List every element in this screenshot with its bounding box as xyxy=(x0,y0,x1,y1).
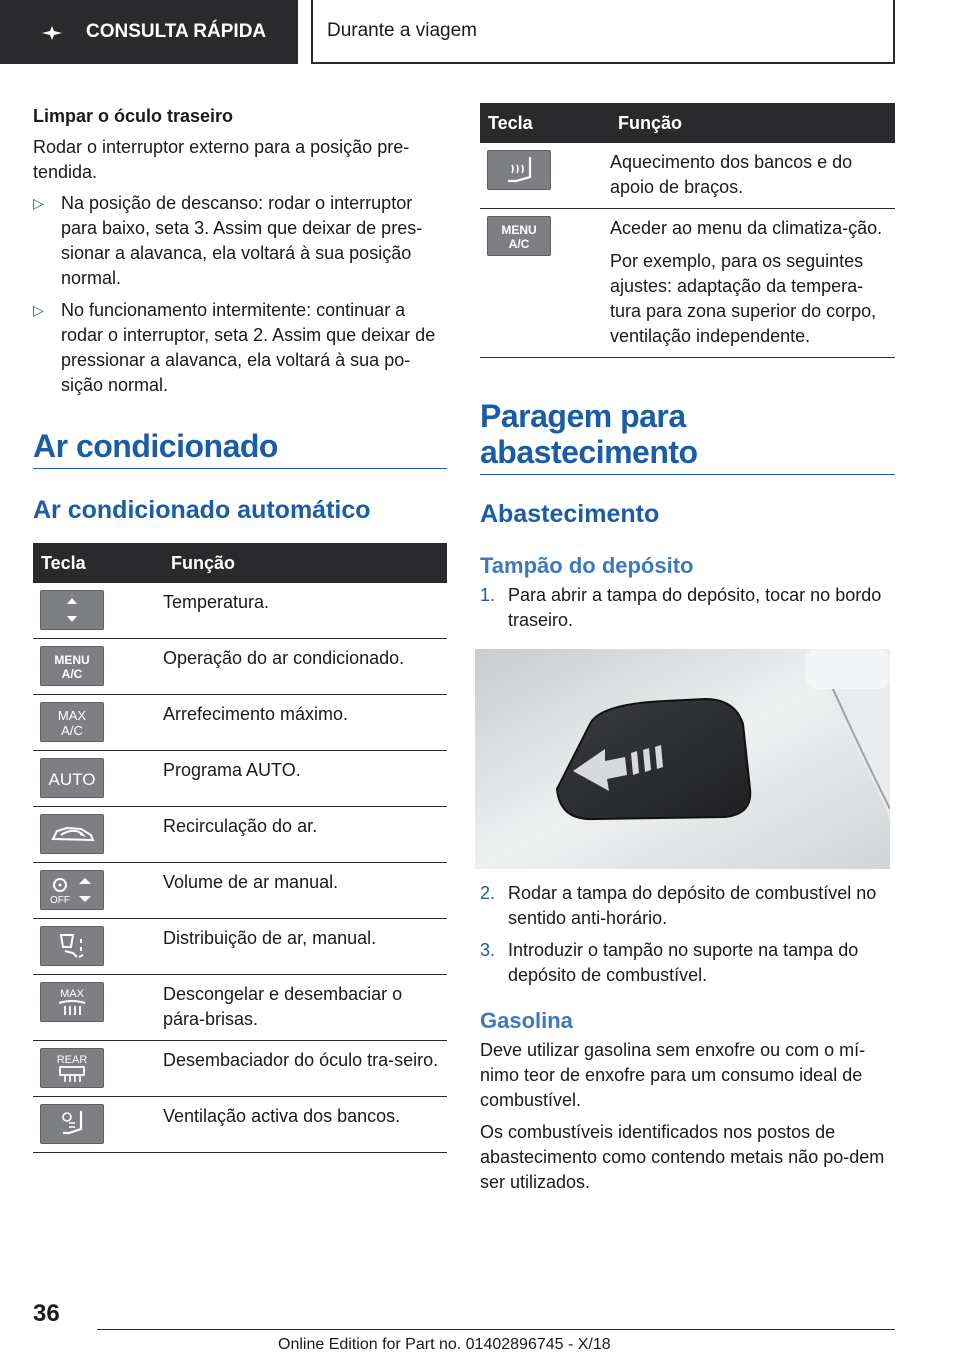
page-footer xyxy=(0,1290,960,1362)
svg-text:A/C: A/C xyxy=(61,723,83,738)
steps-list-2 xyxy=(480,881,895,988)
svg-text:REAR: REAR xyxy=(56,1054,88,1066)
triangle-bullet-icon: ▷ xyxy=(33,195,44,211)
left-column xyxy=(33,100,447,1153)
rear-defrost-icon xyxy=(40,1048,104,1088)
svg-text:MENU: MENU xyxy=(501,223,537,237)
list-item: 3. Introduzir o tampão no suporte na tampa do depósito de combustível. xyxy=(480,940,859,985)
function-text: Recirculação do ar. xyxy=(163,807,447,863)
table-row xyxy=(33,1097,447,1153)
table-row xyxy=(33,1041,447,1097)
table-header-row xyxy=(33,543,447,583)
function-text: Aceder ao menu da climatiza-ção. Por exemplo, para os seguintes ajustes: adaptação da tempera-tura para zona superior do corpo, ventilação independente. xyxy=(610,209,895,358)
list-item: ▷ No funcionamento intermitente: continuar a rodar o interruptor, seta 2. Assim que deixar de pressionar a alavanca, ela voltará à sua po-sição normal. xyxy=(33,300,436,395)
table-row xyxy=(33,751,447,807)
footer-divider xyxy=(97,1329,895,1330)
column-header-function: Função xyxy=(610,103,895,143)
column-header-function: Função xyxy=(163,543,447,583)
rear-window-intro: Rodar o interruptor externo para a posição pre-tendida. xyxy=(33,137,410,182)
function-text: Descongelar e desembaciar o pára-brisas. xyxy=(163,975,447,1041)
refuel-heading: Abastecimento xyxy=(480,500,660,528)
table-row xyxy=(33,807,447,863)
quick-reference-label: CONSULTA RÁPIDA xyxy=(86,21,267,42)
table-row xyxy=(33,919,447,975)
seat-keys-table xyxy=(480,103,895,358)
bullet-list xyxy=(33,191,447,398)
svg-text:A/C: A/C xyxy=(61,667,83,681)
function-text: Aquecimento dos bancos e do apoio de braços. xyxy=(610,143,895,209)
column-header-key: Tecla xyxy=(480,103,610,143)
auto-key-icon xyxy=(40,758,104,798)
seat-ventilation-icon xyxy=(40,1104,104,1144)
table-row xyxy=(480,209,895,358)
section-tab-label: Durante a viagem xyxy=(327,20,477,41)
seat-heating-icon xyxy=(487,150,551,190)
svg-text:A/C: A/C xyxy=(508,237,530,251)
rear-window-title: Limpar o óculo traseiro xyxy=(33,106,234,126)
right-column xyxy=(480,103,895,1195)
auto-ac-heading: Ar condicionado automático xyxy=(33,496,371,524)
table-row xyxy=(480,143,895,209)
steps-list-1 xyxy=(480,583,895,633)
table-row xyxy=(33,975,447,1041)
table-row xyxy=(33,695,447,751)
sparkle-icon xyxy=(40,26,64,40)
function-text: Arrefecimento máximo. xyxy=(163,695,447,751)
table-row xyxy=(33,863,447,919)
petrol-paragraph-2: Os combustíveis identificados nos postos de abastecimento como contendo metais não po-dem ser utilizados. xyxy=(480,1122,885,1192)
svg-text:MAX: MAX xyxy=(60,988,84,1000)
menu-ac-key-icon xyxy=(487,216,551,256)
temperature-arrows-icon xyxy=(40,590,104,630)
quick-reference-tab[interactable] xyxy=(0,0,298,64)
function-text: Ventilação activa dos bancos. xyxy=(163,1097,447,1153)
section-heading xyxy=(33,428,447,469)
list-item: ▷ Na posição de descanso: rodar o interruptor para baixo, seta 3. Assim que deixar de pres-sionar a alavanca, ela voltará à sua posição normal. xyxy=(33,193,423,288)
page-header xyxy=(0,0,960,66)
fan-off-icon xyxy=(40,870,104,910)
max-defrost-icon xyxy=(40,982,104,1022)
edition-text: Online Edition for Part no. 01402896745 - X/18 xyxy=(278,1336,611,1353)
section-tab[interactable] xyxy=(311,0,895,64)
column-header-key: Tecla xyxy=(33,543,163,583)
list-item: 1. Para abrir a tampa do depósito, tocar no bordo traseiro. xyxy=(480,585,882,630)
svg-text:AUTO: AUTO xyxy=(48,770,96,789)
function-text: Programa AUTO. xyxy=(163,751,447,807)
svg-text:MAX: MAX xyxy=(57,708,87,723)
triangle-bullet-icon: ▷ xyxy=(33,302,44,318)
svg-text:MENU: MENU xyxy=(54,653,90,667)
menu-ac-key-icon xyxy=(40,646,104,686)
list-item: 2. Rodar a tampa do depósito de combustível no sentido anti-horário. xyxy=(480,883,877,928)
petrol-heading: Gasolina xyxy=(480,1008,573,1033)
function-text: Temperatura. xyxy=(163,583,447,639)
function-text: Desembaciador do óculo tra-seiro. xyxy=(163,1041,447,1097)
refuel-stop-heading: Paragem para abastecimento xyxy=(480,398,698,470)
page-number: 36 xyxy=(33,1300,60,1327)
ac-keys-table xyxy=(33,543,447,1153)
table-header-row xyxy=(480,103,895,143)
air-recirculation-icon xyxy=(40,814,104,854)
air-distribution-icon xyxy=(40,926,104,966)
svg-text:OFF: OFF xyxy=(50,895,70,906)
function-text: Operação do ar condicionado. xyxy=(163,639,447,695)
function-text: Distribuição de ar, manual. xyxy=(163,919,447,975)
function-text: Volume de ar manual. xyxy=(163,863,447,919)
table-row xyxy=(33,639,447,695)
petrol-paragraph-1: Deve utilizar gasolina sem enxofre ou com o mí-nimo teor de enxofre para um consumo ideal de combustível. xyxy=(480,1040,866,1110)
fuel-cap-heading: Tampão do depósito xyxy=(480,553,694,578)
section-heading xyxy=(480,398,895,475)
fuel-flap-photo xyxy=(475,649,890,869)
max-ac-key-icon xyxy=(40,702,104,742)
ac-heading: Ar condicionado xyxy=(33,428,278,464)
table-row xyxy=(33,583,447,639)
